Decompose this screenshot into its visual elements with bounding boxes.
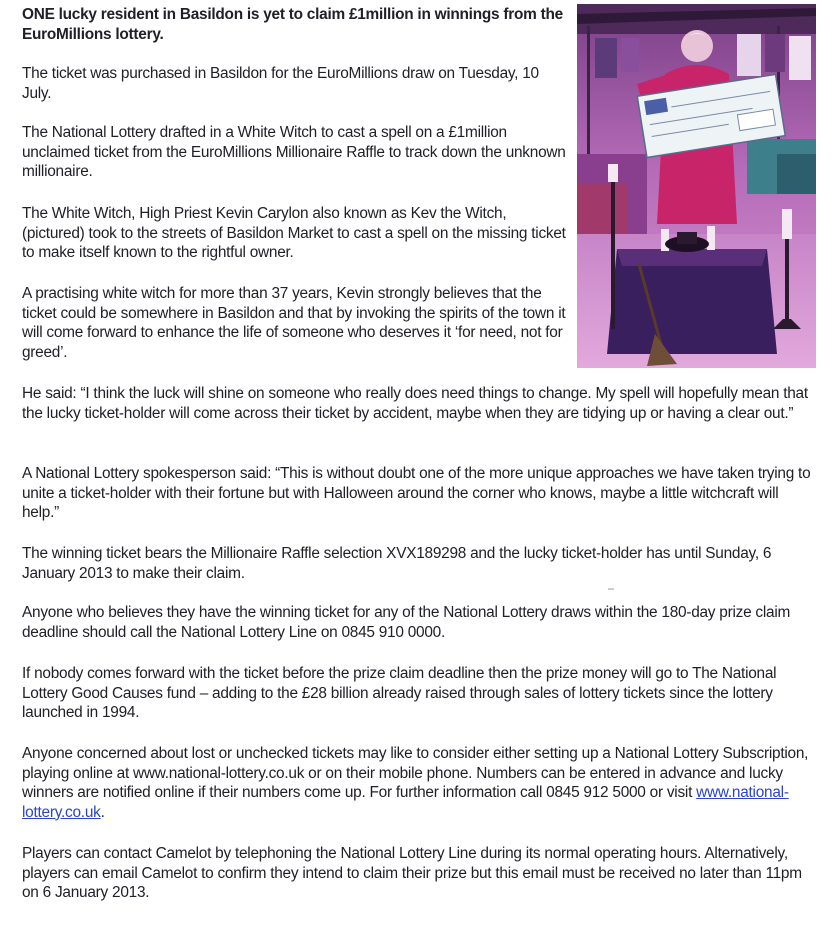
paragraph-white-witch: The National Lottery drafted in a White Witch to cast a spell on a £1million unclaimed ticket from the EuroMillions Millionaire Raffle to track down the unknown millionaire. <box>22 124 566 180</box>
paragraph-high-priest: The White Witch, High Priest Kevin Carylon also known as Kev the Witch, (pictured) took to the streets of Basildon Market to cast a spell on the missing ticket to make itself known to the rightful owner. <box>22 205 566 261</box>
witch-with-giant-cheque-photo <box>577 4 816 368</box>
photo-illustration <box>577 4 816 368</box>
paragraph-good-causes: If nobody comes forward with the ticket before the prize claim deadline then the prize money will go to The National Lottery Good Causes fund – adding to the £28 billion already raised through sales of lottery tickets since the lottery launched in 1994. <box>22 665 777 721</box>
paragraph-subscription <box>22 744 818 822</box>
paragraph-practising-witch: A practising white witch for more than 37 years, Kevin strongly believes that the ticket could be somewhere in Basildon and that by invoking the spirits of the town it will come forward to enhance the life of someone who deserves it ‘for need, not for greed’. <box>22 285 566 361</box>
paragraph-quote-spokesperson: A National Lottery spokesperson said: “This is without doubt one of the more unique approaches we have taken trying to unite a ticket-holder with their fortune but with Halloween around the corner who knows, maybe a little witchcraft will help.” <box>22 465 811 521</box>
scan-speck <box>608 588 614 590</box>
paragraph-quote-kevin: He said: “I think the luck will shine on someone who really does need things to change. My spell will hopefully mean that the lucky ticket-holder will come across their ticket by accident, maybe when they are tidying up or having a clear out.” <box>22 385 808 422</box>
paragraph-claim-deadline: Anyone who believes they have the winning ticket for any of the National Lottery draws within the 180-day prize claim deadline should call the National Lottery Line on 0845 910 0000. <box>22 604 791 641</box>
lead-paragraph: ONE lucky resident in Basildon is yet to claim £1million in winnings from the EuroMillions lottery. <box>22 6 563 43</box>
subscription-text: Anyone concerned about lost or unchecked tickets may like to consider either setting up a National Lottery Subscription, playing online at www.national-lottery.co.uk or on their mobile phone. Numbers can be entered in advance and lucky winners are notified online if their numbers come up. For further information call 0845 912 5000 or visit <box>22 745 809 801</box>
paragraph-purchase: The ticket was purchased in Basildon for the EuroMillions draw on Tuesday, 10 July. <box>22 65 539 102</box>
subscription-end: . <box>100 803 105 821</box>
paragraph-winning-ticket: The winning ticket bears the Millionaire Raffle selection XVX189298 and the lucky ticket-holder has until Sunday, 6 January 2013 to make their claim. <box>22 545 772 582</box>
national-lottery-link[interactable]: www.national-lottery.co.uk <box>22 784 789 821</box>
paragraph-camelot-contact: Players can contact Camelot by telephoning the National Lottery Line during its normal operating hours. Alternatively, players can email Camelot to confirm they intend to claim their prize but this email must be received no later than 11pm on 6 January 2013. <box>22 845 802 901</box>
